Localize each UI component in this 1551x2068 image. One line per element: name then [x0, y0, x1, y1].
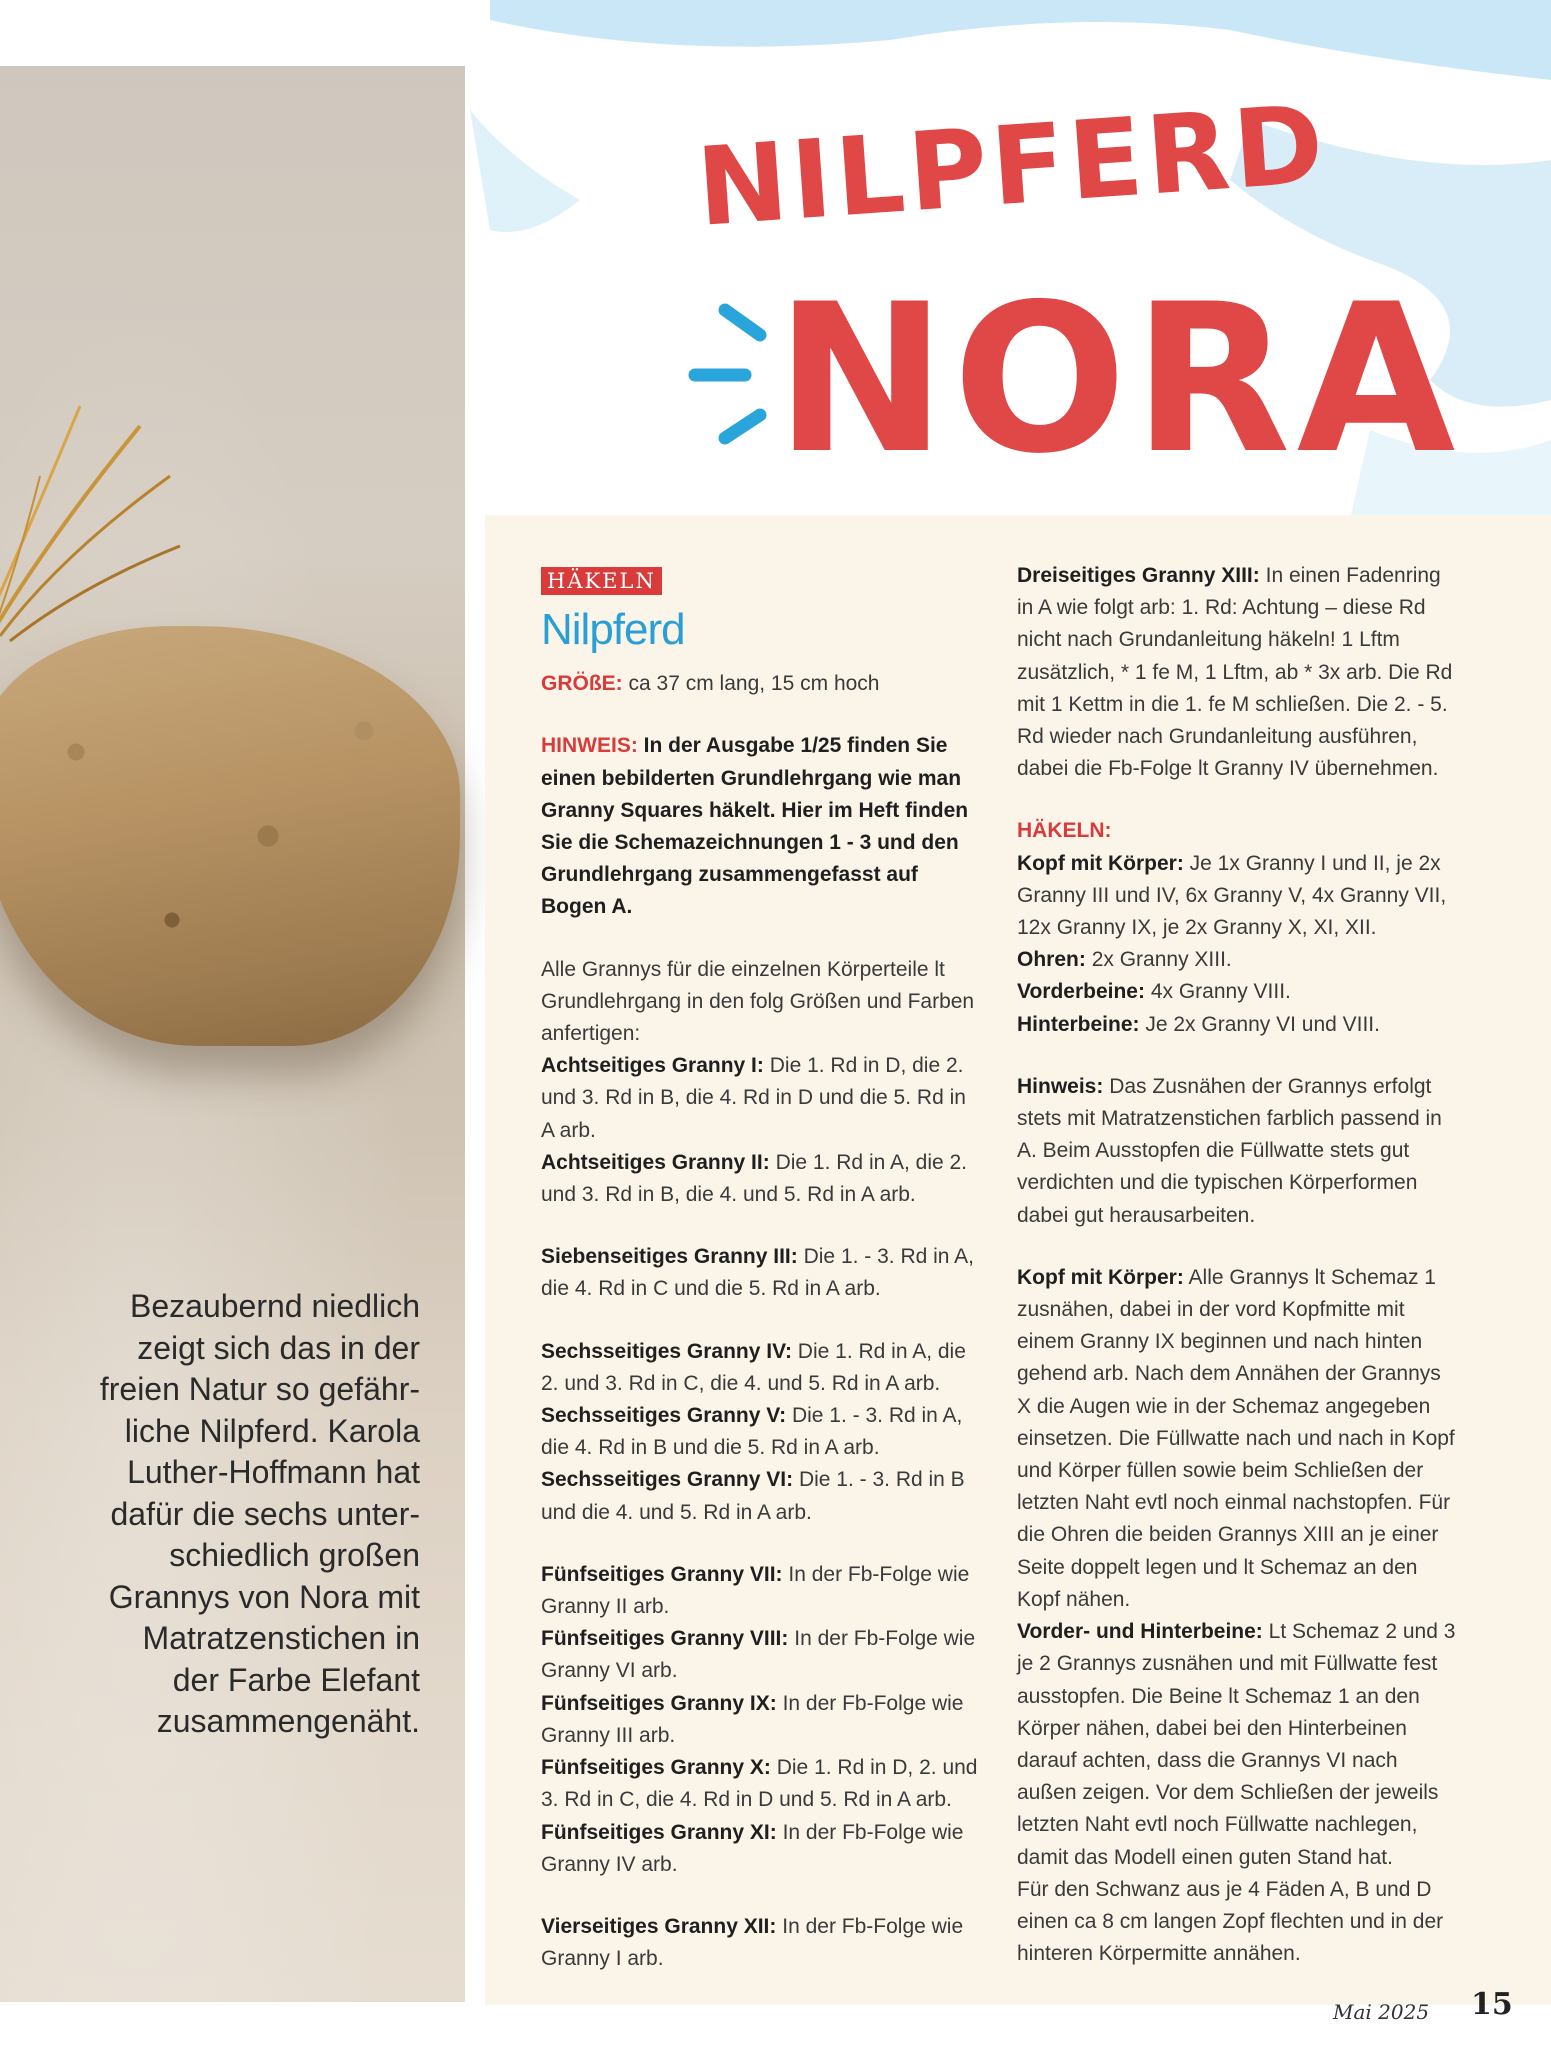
intro-text: Alle Grannys für die einzelnen Körperteile lt Grundlehrgang in den folg Größen und Farben anfertigen: [541, 957, 975, 1046]
instruction-entry [1017, 1616, 1457, 1874]
instruction-label: Fünfseitiges Granny XI: [541, 1820, 777, 1844]
instruction-text: In der Fb-Folge wie Granny II arb. [541, 1562, 970, 1619]
instruction-text: Lt Schemaz 2 und 3 je 2 Grannys zusnähen und mit Füllwatte fest ausstopfen. Die Beine lt Schemaz 1 an den Körper nähen, dabei bei den Hinterbeinen darauf achten, dass die Grannys VI nach außen zeigen. Vor dem Schließen der jeweils letzten Naht evtl noch Füllwatte nachlegen, damit das Modell einen guten Stand hat. [1017, 1620, 1456, 1869]
title-line-2: NORA [775, 261, 1462, 499]
size-line: GRÖßE: ca 37 cm lang, 15 cm hoch [541, 672, 880, 696]
instruction-text: Je 1x Granny I und II, je 2x Granny III und IV, 6x Granny V, 4x Granny VII, 12x Granny IX, je 2x Granny X, XI, XII. [1017, 851, 1447, 940]
instruction-entry [1017, 815, 1457, 847]
instruction-entry [1017, 976, 1457, 1008]
instruction-entry [541, 1559, 981, 1623]
instruction-label: HÄKELN: [1017, 819, 1112, 843]
instruction-label: Achtseitiges Granny II: [541, 1150, 770, 1174]
instruction-text: In einen Fadenring in A wie folgt arb: 1. Rd: Achtung – diese Rd nicht nach Grundanleitung häkeln! 1 Lftm zusätzlich, * 1 fe M, 1 Lftm, ab * 3x arb. Die Rd mit 1 Kettm in die 1. fe M schließen. Die 2. - 5. Rd wieder nach Grundanleitung ausführen, dabei die Fb-Folge lt Granny IV übernehmen. [1017, 564, 1453, 781]
instruction-text: Die 1. Rd in D, die 2. und 3. Rd in B, die 4. Rd in D und die 5. Rd in A arb. [541, 1054, 966, 1142]
title-graphic [600, 60, 1462, 499]
instruction-text: 2x Granny XIII. [1091, 948, 1232, 972]
instruction-text: Die 1. Rd in D, 2. und 3. Rd in C, die 4. Rd in D und 5. Rd in A arb. [541, 1756, 978, 1812]
instruction-entry [1017, 1262, 1457, 1616]
instruction-entry [541, 1050, 981, 1147]
instruction-label: Sechsseitiges Granny IV: [541, 1339, 792, 1363]
instruction-label: Sechsseitiges Granny VI: [541, 1468, 794, 1492]
instruction-entry [541, 1241, 981, 1305]
instruction-text: Alle Grannys lt Schemaz 1 zusnähen, dabei in der vord Kopfmitte mit einem Granny IX beginnen und nach hinten gehend arb. Nach dem Annähen der Grannys X die Augen wie in der Schemaz angegeben einsetzen. Die Füllwatte nach und nach in Kopf und Körper füllen sowie beim Schließen der letzten Naht evtl noch einmal nachstopfen. Für die Ohren die beiden Grannys XIII an je einer Seite doppelt legen und lt Schemaz an den Kopf nähen. [1017, 1265, 1455, 1611]
instruction-entry [1017, 848, 1457, 945]
dry-grass-graphic [0, 386, 190, 646]
caption-line: Luther-Hoffmann hat [127, 1454, 420, 1490]
caption-line: liche Nilpferd. Karola [124, 1412, 420, 1449]
caption-line: Matratzenstichen in [142, 1620, 420, 1656]
pattern-column-right [1017, 560, 1457, 1970]
caption-line: Bezaubernd niedlich [130, 1288, 420, 1324]
caption-line: zeigt sich das in der [137, 1329, 420, 1366]
instruction-entry [541, 1400, 981, 1464]
instruction-label: Fünfseitiges Granny VII: [541, 1562, 783, 1586]
instruction-entry [1017, 1071, 1457, 1232]
caption-line: freien Natur so gefähr- [99, 1371, 420, 1407]
instruction-text: Je 2x Granny VI und VIII. [1145, 1012, 1380, 1036]
caption-line: der Farbe Elefant [172, 1661, 420, 1698]
title-line-1: NILPFERD [693, 82, 1332, 251]
caption-line: Grannys von Nora mit [108, 1578, 420, 1615]
instruction-label: Vierseitiges Granny XII: [541, 1914, 777, 1938]
photo-caption [20, 1286, 420, 1743]
page-number: 15 [1471, 1987, 1513, 2022]
driftwood-rock [0, 626, 460, 1046]
instruction-entry [541, 1688, 981, 1752]
instruction-entry [541, 1752, 981, 1816]
instruction-entry [541, 1464, 981, 1528]
instruction-entry [541, 1147, 981, 1211]
instruction-label: Kopf mit Körper: [1017, 1265, 1184, 1289]
instruction-text: In der Fb-Folge wie Granny VI arb. [541, 1627, 976, 1683]
instruction-text: Die 1. - 3. Rd in A, die 4. Rd in B und die 5. Rd in A arb. [541, 1404, 963, 1460]
issue-date: Mai 2025 [1333, 2000, 1430, 2024]
instruction-label: Hinterbeine: [1017, 1012, 1140, 1036]
instruction-label: Siebenseitiges Granny III: [541, 1245, 798, 1269]
section-tag: HÄKELN [541, 567, 662, 595]
caption-line: dafür die sechs unter- [110, 1495, 420, 1532]
instruction-text: 4x Granny VIII. [1150, 980, 1291, 1004]
instruction-label: Dreiseitiges Granny XIII: [1017, 564, 1260, 587]
instruction-label: Sechsseitiges Granny V: [541, 1404, 787, 1428]
instruction-entry [541, 1911, 981, 1975]
instruction-text: Das Zusnähen der Grannys erfolgt stets mit Matratzenstichen farblich passend in A. Beim Ausstopfen die Füllwatte stets gut verdichten und die typischen Körperformen dabei gut herausarbeiten. [1017, 1074, 1442, 1227]
pattern-column-left [541, 566, 981, 1975]
instruction-entry [1017, 560, 1457, 785]
instruction-label: Ohren: [1017, 948, 1086, 972]
instruction-entry [541, 1336, 981, 1400]
instruction-label: Fünfseitiges Granny IX: [541, 1691, 777, 1715]
instruction-label: Achtseitiges Granny I: [541, 1054, 764, 1078]
instruction-entry [541, 1817, 981, 1881]
instruction-label: Hinweis: [1017, 1074, 1104, 1098]
instruction-text: Die 1. Rd in A, die 2. und 3. Rd in B, die 4. und 5. Rd in A arb. [541, 1150, 968, 1207]
instruction-text: In der Fb-Folge wie Granny IV arb. [541, 1820, 964, 1876]
instruction-text: Die 1. - 3. Rd in A, die 4. Rd in C und die 5. Rd in A arb. [541, 1245, 975, 1301]
instructions-right [1017, 560, 1457, 1970]
instruction-label: Fünfseitiges Granny X: [541, 1756, 771, 1780]
instruction-entry [541, 1623, 981, 1687]
instruction-entry [1017, 1009, 1457, 1041]
instruction-label: Fünfseitiges Granny VIII: [541, 1627, 789, 1651]
instruction-text: Die 1. - 3. Rd in B und die 4. und 5. Rd in A arb. [541, 1468, 965, 1524]
instruction-entry [1017, 944, 1457, 976]
article-heading: Nilpferd [541, 605, 685, 655]
sparkle-left-icon [695, 310, 760, 438]
granny-list-left [541, 1050, 981, 1975]
instruction-label: Kopf mit Körper: [1017, 851, 1184, 875]
instruction-label: Vorderbeine: [1017, 980, 1145, 1004]
instruction-entry [1017, 1874, 1457, 1971]
caption-line: schiedlich großen [169, 1537, 420, 1573]
caption-line: zusammengenäht. [156, 1703, 420, 1739]
instruction-text: In der Fb-Folge wie Granny I arb. [541, 1914, 964, 1971]
instruction-text: Die 1. Rd in A, die 2. und 3. Rd in C, die 4. und 5. Rd in A arb. [541, 1339, 966, 1395]
instruction-label: Vorder- und Hinterbeine: [1017, 1620, 1263, 1644]
instruction-text: Für den Schwanz aus je 4 Fäden A, B und D einen ca 8 cm langen Zopf flechten und in der hinteren Körpermitte annähen. [1017, 1877, 1444, 1966]
instruction-text: In der Fb-Folge wie Granny III arb. [541, 1691, 964, 1747]
hippo-photo [0, 66, 465, 2002]
hint-note: HINWEIS: In der Ausgabe 1/25 finden Sie einen bebilderten Grundlehrgang wie man Granny Squares häkelt. Hier im Heft finden Sie die Schemazeichnungen 1 - 3 und den Grundlehrgang zusammengefasst auf Bogen A. [541, 734, 969, 919]
